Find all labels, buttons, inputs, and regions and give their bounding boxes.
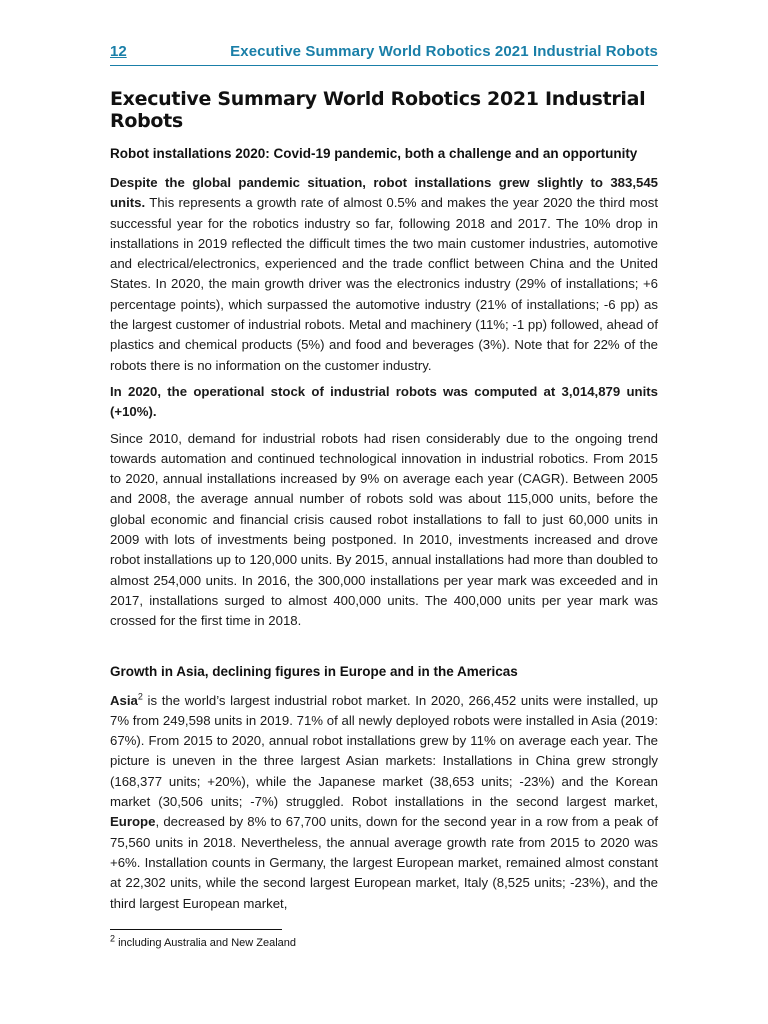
paragraph-text: This represents a growth rate of almost 0.5% and makes the year 2020 the third most successful year for the robotics industry so far, following 2018 and 2017. The 10% drop in installations in 2019 reflected the difficult times the two main customer industries, automotive and electrical/electronics, experienced and the trade conflict between China and the United States. In 2020, the main growth driver was the electronics industry (29% of installations; +6 percentage points), which surpassed the automotive industry (21% of installations; -6 pp) as the largest customer of industrial robots. Metal and machinery (11%; -1 pp) followed, ahead of plastics and chemical products (5%) and food and beverages (3%). Note that for 22% of the robots there is no information on the customer industry. (110, 195, 658, 373)
paragraph-demand-history: Since 2010, demand for industrial robots had risen considerably due to the ongoing trend towards automation and continued technological innovation in industrial robotics. From 2015 to 2020, annual installations increased by 9% on average each year (CAGR). Between 2005 and 2008, the average annual number of robots sold was about 115,000 units, before the global economic and financial crisis caused robot installations to fall to just 60,000 units in 2009 with lots of investments being postponed. In 2010, investments increased and drove robot installations up to 120,000 units. By 2015, annual installations had more than doubled to almost 254,000 units. In 2016, the 300,000 installations per year mark was exceeded and in 2017, installations surged to almost 400,000 units. The 400,000 units per year mark was crossed for the first time in 2018. (110, 430, 658, 629)
paragraph-text: , decreased by 8% to 67,700 units, down for the second year in a row from a peak of 75,560 units in 2018. Nevertheless, the annual average growth rate from 2015 to 2020 was +6%. Installation counts in Germany, the largest European market, remained almost constant at 22,302 units, while the second largest European market, Italy (8,525 units; -23%), and the third largest European market, (110, 814, 658, 911)
paragraph-operational-stock: In 2020, the operational stock of industrial robots was computed at 3,014,879 units (+10%). (110, 383, 658, 420)
section-heading-regions: Growth in Asia, declining figures in Europe and in the Americas (110, 663, 518, 679)
footnote-ref[interactable]: 2 (137, 691, 143, 702)
section-heading-installations: Robot installations 2020: Covid-19 pandemic, both a challenge and an opportunity (110, 146, 638, 161)
europe-label: Europe (110, 814, 156, 830)
footnote-text: including Australia and New Zealand (115, 937, 297, 949)
page-title: Executive Summary World Robotics 2021 Industrial Robots (110, 88, 646, 132)
page-body (110, 88, 658, 920)
paragraph-lead-bold: Despite the global pandemic situation, robot installations grew slightly to 383,545 units. (110, 175, 658, 211)
asia-label: Asia (110, 692, 138, 708)
paragraph-text: is the world’s largest industrial robot market. In 2020, 266,452 units were installed, up 7% from 249,598 units in 2019. 71% of all newly deployed robots were installed in Asia (2019: 67%). From 2015 to 2020, annual robot installations grew by 11% on average each year. The picture is uneven in the three largest Asian markets: Installations in China grew strongly (168,377 units; +20%), while the Japanese market (38,653 units; -23%) and the Korean market (30,506 units; -7%) struggled. Robot installations in the second largest market, (110, 692, 658, 810)
paragraph-asia-europe (110, 691, 658, 914)
footnote-number: 2 (110, 933, 116, 944)
running-title: Executive Summary World Robotics 2021 Industrial Robots (230, 43, 658, 60)
footnote-divider (110, 929, 282, 930)
footnote (110, 933, 297, 949)
page-number: 12 (110, 43, 127, 60)
paragraph-installations (110, 173, 658, 376)
running-header (110, 41, 658, 66)
